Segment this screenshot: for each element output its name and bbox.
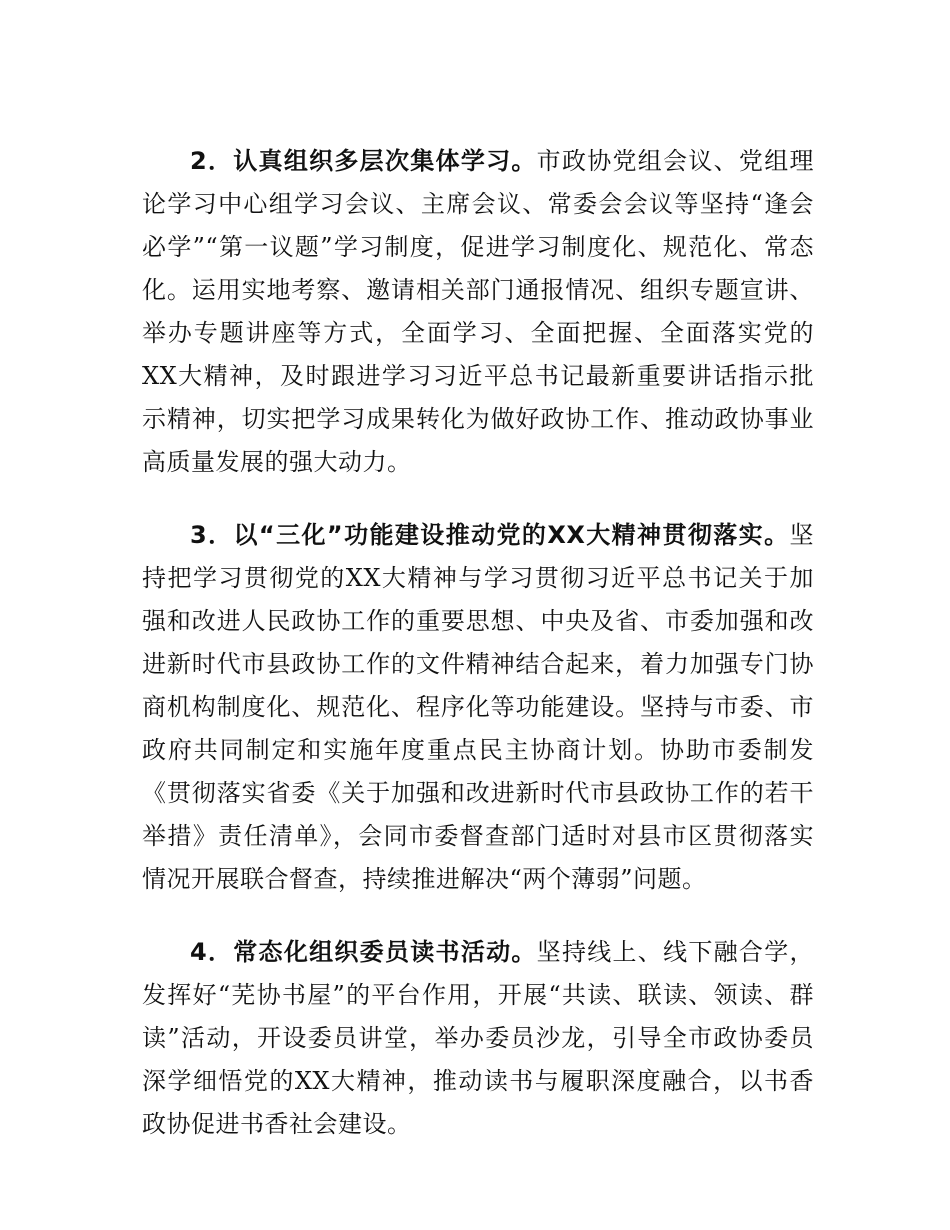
paragraph-2 bbox=[142, 140, 814, 484]
paragraph-heading: 3．以“三化”功能建设推动党的XX大精神贯彻落实。 bbox=[190, 521, 790, 549]
paragraph-heading: 2．认真组织多层次集体学习。 bbox=[190, 147, 537, 175]
document-body bbox=[142, 140, 814, 1176]
paragraph-text: 坚持线上、线下融合学，发挥好“芜协书屋”的平台作用，开展“共读、联读、领读、群读”活动，开设委员讲堂，举办委员沙龙，引导全市政协委员深学细悟党的XX大精神，推动读书与履职深度融合，以书香政协促进书香社会建设。 bbox=[142, 938, 815, 1138]
paragraph-heading: 4．常态化组织委员读书活动。 bbox=[190, 938, 537, 966]
paragraph-4 bbox=[142, 931, 814, 1146]
paragraph-text: 坚持把学习贯彻党的XX大精神与学习贯彻习近平总书记关于加强和改进人民政协工作的重要思想、中央及省、市委加强和改进新时代市县政协工作的文件精神结合起来，着力加强专门协商机构制度化、规范化、程序化等功能建设。坚持与市委、市政府共同制定和实施年度重点民主协商计划。协助市委制发《贯彻落实省委《关于加强和改进新时代市县政协工作的若干举措》责任清单》，会同市委督查部门适时对县市区贯彻落实情况开展联合督查，持续推进解决“两个薄弱”问题。 bbox=[142, 521, 814, 893]
paragraph-3 bbox=[142, 514, 814, 901]
paragraph-text: 市政协党组会议、党组理论学习中心组学习会议、主席会议、常委会会议等坚持“逢会必学”“第一议题”学习制度，促进学习制度化、规范化、常态化。运用实地考察、邀请相关部门通报情况、组织专题宣讲、举办专题讲座等方式，全面学习、全面把握、全面落实党的XX大精神，及时跟进学习习近平总书记最新重要讲话指示批示精神，切实把学习成果转化为做好政协工作、推动政协事业高质量发展的强大动力。 bbox=[142, 147, 815, 476]
